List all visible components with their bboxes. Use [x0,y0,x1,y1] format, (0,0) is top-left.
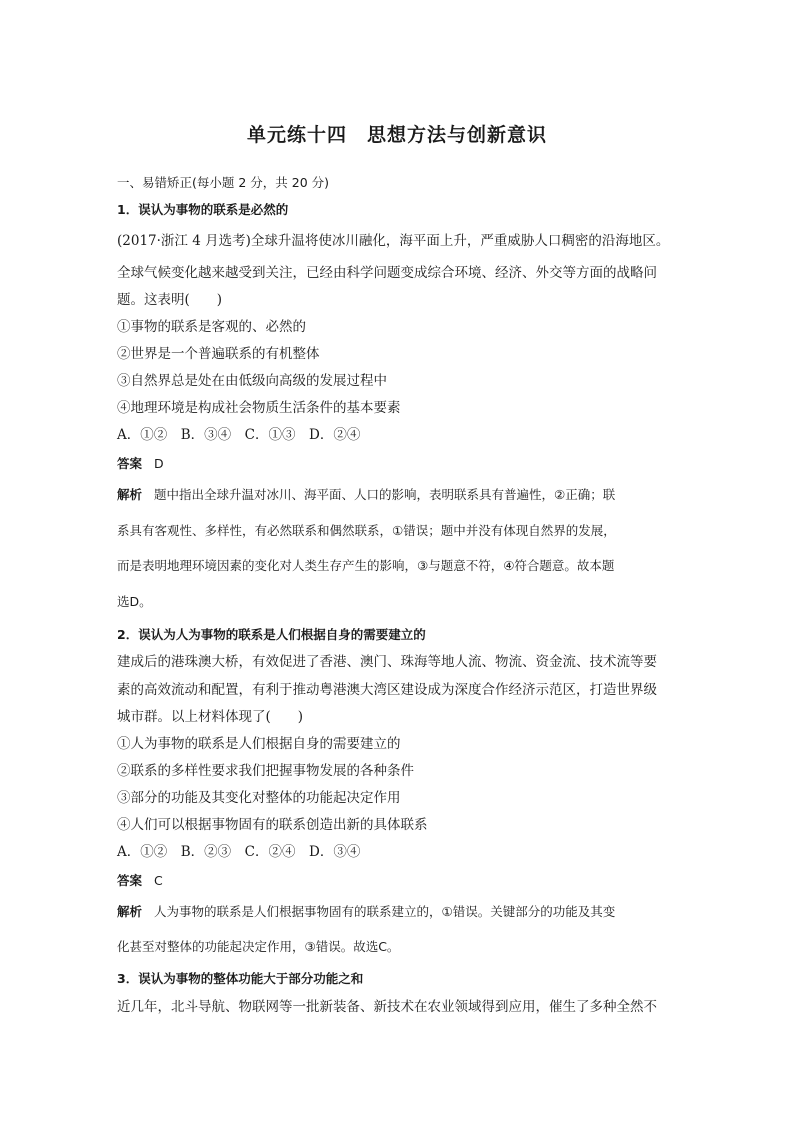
answer-label: 答案 [117,873,143,888]
q2-heading: 2．误认为人为事物的联系是人们根据自身的需要建立的 [117,627,426,642]
q1-explain [117,486,615,504]
q1-option: ③自然界总是处在由低级向高级的发展过程中 [117,373,387,389]
q1-choices: A．①② B．③④ C．①③ D．②④ [117,427,361,443]
q3-heading: 3．误认为事物的整体功能大于部分功能之和 [117,971,364,986]
explain-label: 解析 [117,487,143,502]
q1-option: ②世界是一个普遍联系的有机整体 [117,346,320,362]
answer-label: 答案 [117,456,143,471]
q1-stem-line: (2017·浙江 4 月选考)全球升温将使冰川融化，海平面上升，严重威胁人口稠密的沿海地区。 [117,233,670,249]
explain-label: 解析 [117,904,143,919]
q2-stem-line: 城市群。以上材料体现了( ) [117,709,304,725]
q2-stem-line: 建成后的港珠澳大桥，有效促进了香港、澳门、珠海等地人流、物流、资金流、技术流等要 [117,654,657,670]
q1-option: ④地理环境是构成社会物质生活条件的基本要素 [117,400,401,416]
q2-option: ②联系的多样性要求我们把握事物发展的各种条件 [117,763,414,779]
q1-explain-line: 选D。 [117,594,152,609]
answer-value: D [154,456,164,471]
q2-option: ①人为事物的联系是人们根据自身的需要建立的 [117,736,401,752]
section-heading: 一、易错矫正(每小题 2 分，共 20 分) [117,175,330,190]
explain-text: 题中指出全球升温对冰川、海平面、人口的影响，表明联系具有普遍性，②正确；联 [154,487,616,502]
page-title: 单元练十四 思想方法与创新意识 [246,124,547,146]
q3-stem-line: 近几年，北斗导航、物联网等一批新装备、新技术在农业领域得到应用，催生了多种全然不 [117,999,657,1015]
q1-answer [117,455,164,473]
q1-explain-line: 而是表明地理环境因素的变化对人类生存产生的影响，③与题意不符，④符合题意。故本题 [117,558,615,573]
q1-stem-line: 全球气候变化越来越受到关注，已经由科学问题变成综合环境、经济、外交等方面的战略问 [117,265,657,281]
q2-stem-line: 素的高效流动和配置，有利于推动粤港澳大湾区建设成为深度合作经济示范区，打造世界级 [117,682,657,698]
q1-heading: 1．误认为事物的联系是必然的 [117,202,289,217]
q1-option: ①事物的联系是客观的、必然的 [117,319,306,335]
q1-stem-line: 题。这表明( ) [117,292,223,308]
q1-explain-line: 系具有客观性、多样性，有必然联系和偶然联系，①错误；题中并没有体现自然界的发展， [117,523,616,538]
q2-choices: A．①② B．②③ C．②④ D．③④ [117,844,361,860]
q2-answer [117,872,163,890]
answer-value: C [154,873,163,888]
explain-text: 人为事物的联系是人们根据事物固有的联系建立的，①错误。关键部分的功能及其变 [154,904,616,919]
q2-option: ③部分的功能及其变化对整体的功能起决定作用 [117,790,401,806]
q2-explain-line: 化甚至对整体的功能起决定作用，③错误。故选C。 [117,939,400,954]
q2-explain [117,903,615,921]
q2-option: ④人们可以根据事物固有的联系创造出新的具体联系 [117,817,428,833]
